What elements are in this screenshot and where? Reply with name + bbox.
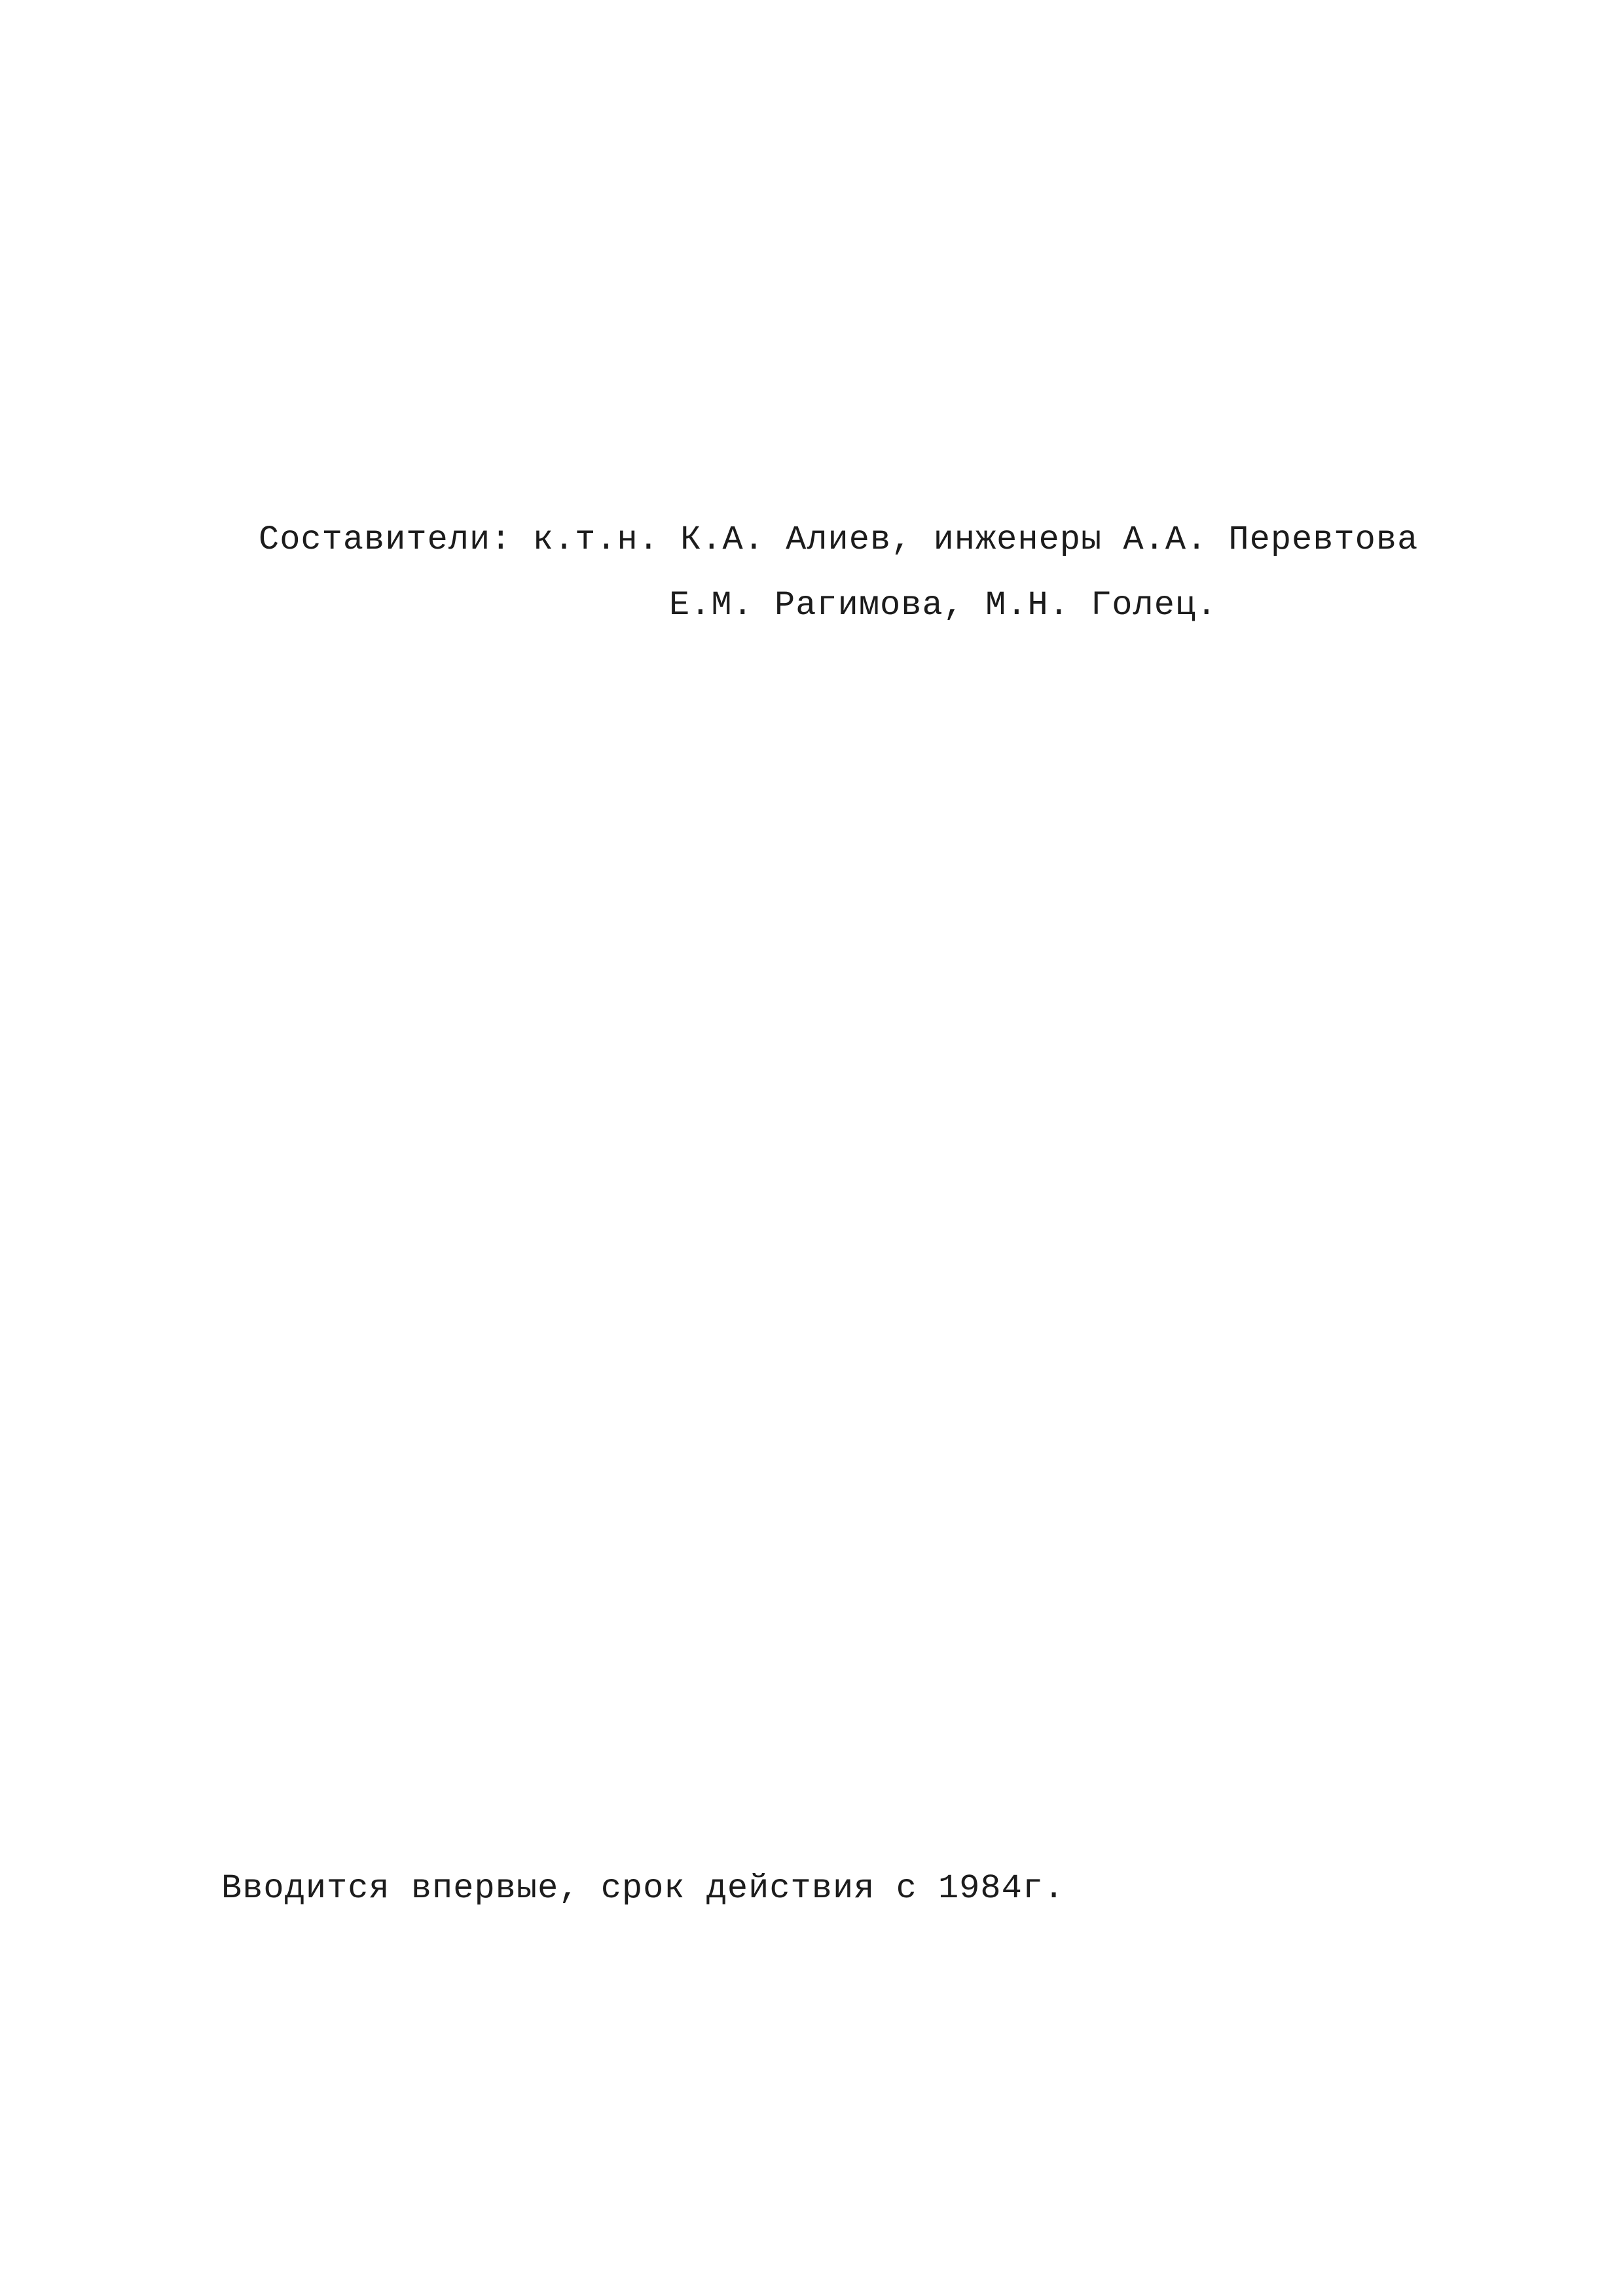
compilers-line-1: Составители: к.т.н. К.А. Алиев, инженеры А.А. Перевтова xyxy=(259,520,1419,559)
introduction-note: Вводится впервые, срок действия с 1984г. xyxy=(221,1869,1065,1908)
compilers-line-2: Е.М. Рагимова, М.Н. Голец. xyxy=(669,586,1218,625)
